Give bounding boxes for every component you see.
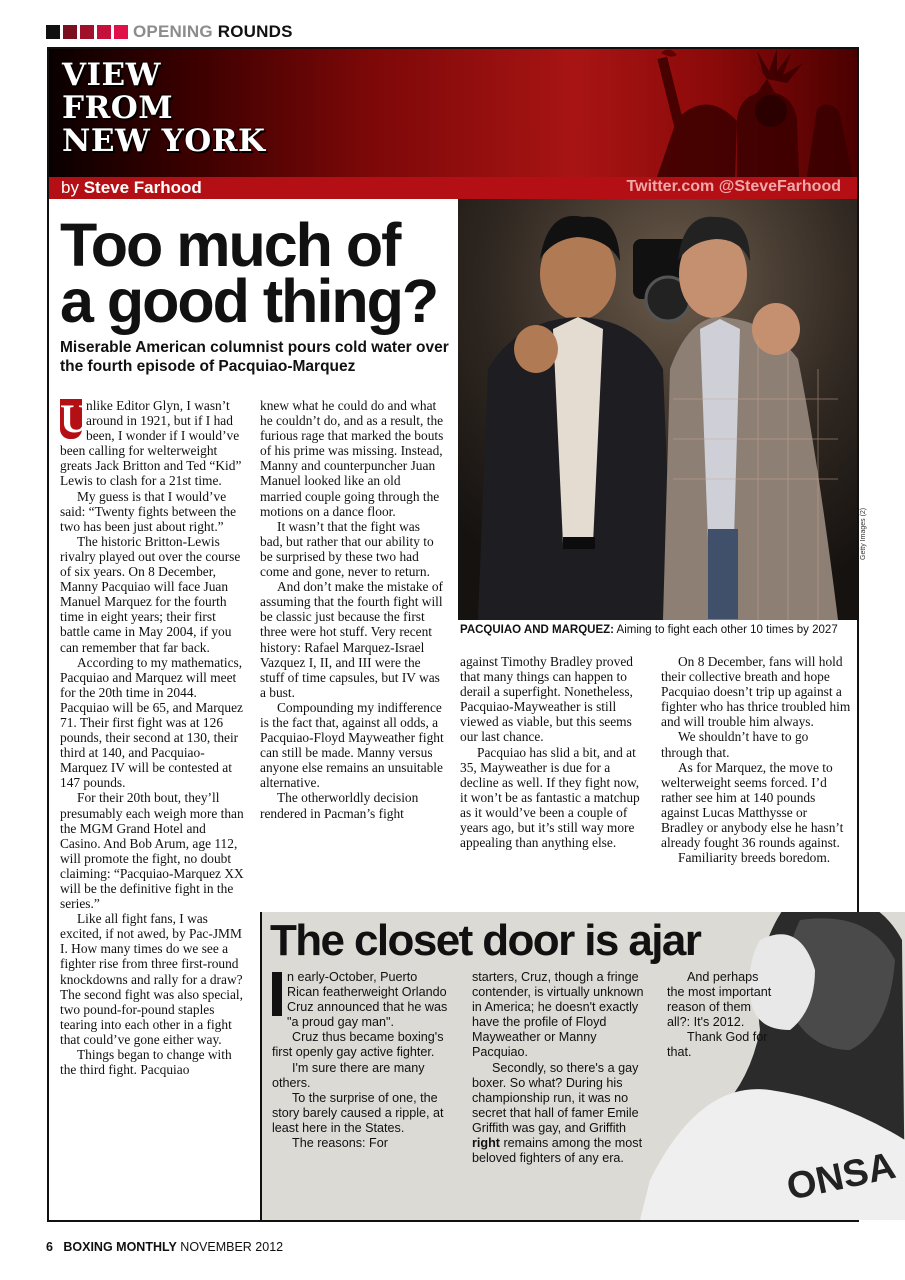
column-banner [49, 49, 857, 177]
sidebar-paragraph: To the surprise of one, the story barely caused a ripple, at least here in the States. [272, 1090, 444, 1135]
sidebar-paragraph: The reasons: For [292, 1136, 388, 1151]
sidebar-paragraph: starters, Cruz, though a fringe contender, is virtually unknown in America; he doesn't exactly have the profile of Floyd Mayweather or Manny Pacquiao. [472, 970, 644, 1060]
section-square [80, 25, 94, 39]
article-paragraph: It wasn’t that the fight was bad, but rather that our ability to be surprised by these two had come and gone, never to return. [260, 518, 434, 580]
emphasis-text: right [472, 1136, 500, 1151]
byline-prefix: by [61, 178, 79, 197]
caption-bold: PACQUIAO AND MARQUEZ: [460, 624, 614, 636]
sidebar-drop-cap [272, 972, 282, 1016]
article-headline [60, 211, 460, 335]
boxers-photo [458, 199, 857, 620]
article-column-4 [661, 654, 851, 865]
article-paragraph [60, 398, 244, 489]
caption-text: Aiming to fight each other 10 times by 2027 [616, 624, 838, 636]
section-label-black: ROUNDS [217, 22, 293, 41]
article-standfirst: Miserable American columnist pours cold water over the fourth episode of Pacquiao-Marquez [60, 339, 449, 375]
sidebar-paragraph: Cruz thus became boxing's first openly gay active fighter. [272, 1030, 444, 1060]
page-footer [46, 1240, 283, 1254]
sidebar-column-2 [472, 970, 648, 1166]
article-paragraph: Pacquiao has slid a bit, and at 35, Mayweather is due for a decline as well. If they fight now, it won’t be as fantastic a matchup as it would’ve been a couple of years ago, but it’s still way more appealing than anything else. [460, 744, 640, 851]
section-square [46, 25, 60, 39]
article-paragraph: For their 20th bout, they’ll presumably each weigh more than the MGM Grand Hotel and Casino. And Bob Arum, age 112, will promote the fight, no doubt claiming: “Pacquiao-Marquez XX will be the definitive fight in the series.” [60, 790, 244, 912]
headline-line: a good thing? [60, 267, 438, 335]
sidebar-column-3 [667, 970, 777, 1061]
article-paragraph: against Timothy Bradley proved that many things can happen to derail a superfight. Nonetheless, Pacquiao-Mayweather is still viewed as viable, but this seems our last chance. [460, 654, 633, 745]
article-paragraph: knew what he could do and what he couldn’t do, and as a result, the furious rage that marked the bouts of his prime was missing. Instead, Manny and counterpuncher Juan Manuel looked like an old married couple going through the motions on a dance floor. [260, 398, 444, 519]
article-paragraph: Compounding my indifference is the fact that, against all odds, a Pacquiao-Floyd Mayweather fight can still be made. Manny versus anyone else remains an unsuitable alternative. [260, 699, 444, 791]
article-paragraph: As for Marquez, the move to welterweight seems forced. I’d rather see him at 140 pounds against Lucas Matthysse or Bradley or anybody else he hasn’t already fought 36 rounds against. [661, 759, 844, 851]
article-paragraph: The otherworldly decision rendered in Pacman’s fight [260, 790, 419, 821]
sidebar-paragraph: And perhaps the most important reason of them all?: It's 2012. [667, 970, 772, 1030]
section-label-grey: OPENING [133, 22, 213, 41]
article-paragraph: Things began to change with the third fight. Pacquiao [60, 1047, 232, 1078]
paragraph-text: remains among the most beloved fighters of any era. [472, 1136, 643, 1166]
photo-caption [460, 624, 856, 636]
article-paragraph: And don’t make the mistake of assuming that the fourth fight will be classic just because the first three were hot stuff. Very recent history: Rafael Marquez-Israel Vazquez I, II, and III were the stuff of time capsules, but IV was a bust. [260, 579, 443, 700]
twitter-handle[interactable]: Twitter.com @SteveFarhood [626, 178, 841, 195]
section-squares [46, 25, 128, 39]
sidebar-divider [260, 912, 262, 1220]
boxers-photo-illustration [458, 199, 857, 620]
article-paragraph: My guess is that I would’ve said: “Twenty fights between the two has been just about right.” [60, 488, 237, 534]
article-column-2 [260, 398, 444, 821]
sidebar-paragraph [272, 970, 448, 1030]
banner-title-line: FROM [62, 90, 174, 126]
headline-line: Too much of [60, 211, 400, 279]
magazine-name: BOXING MONTHLY [63, 1240, 177, 1254]
article-paragraph: Like all fight fans, I was excited, if not awed, by Pac-JMM I. How many times do we see a fighter rise from three first-round knockdowns and rally for a draw? The second fight was also special, two pound-for-pound staples tearing into each other in a fight that could’ve gone either way. [60, 911, 243, 1047]
issue-date: NOVEMBER 2012 [180, 1240, 284, 1254]
sidebar-column-1 [272, 970, 448, 1151]
section-square [63, 25, 77, 39]
article-paragraph: On 8 December, fans will hold their collective breath and hope Pacquiao doesn’t trip up against a fighter who has thrice troubled him and will trouble him always. [661, 654, 851, 730]
paragraph-text: n early-October, Puerto Rican featherweight Orlando Cruz announced that he was "a proud gay man". [287, 970, 448, 1030]
drop-cap: U [60, 396, 89, 441]
sidebar-paragraph: Thank God for that. [667, 1030, 768, 1060]
article-paragraph: Familiarity breeds boredom. [678, 850, 831, 866]
article-paragraph: The historic Britton-Lewis rivalry played out over the course of six years. On 8 December, Manny Pacquiao will face Juan Manuel Marquez for the fourth time in eight years; their first battle came in May 2004, if you can remember that far back. [60, 533, 241, 655]
banner-title [62, 59, 265, 158]
sidebar-paragraph: I'm sure there are many others. [272, 1060, 425, 1090]
banner-title-line: VIEW [62, 57, 161, 93]
byline-bar [49, 177, 857, 199]
article-column-3 [460, 654, 646, 850]
section-square [97, 25, 111, 39]
article-column-1 [60, 398, 244, 1077]
byline-name: Steve Farhood [83, 178, 202, 197]
svg-text:ONSA: ONSA [783, 1144, 900, 1209]
page-number: 6 [46, 1240, 53, 1254]
photo-credit: Getty Images (2) [860, 507, 867, 560]
article-paragraph: We shouldn’t have to go through that. [661, 729, 809, 760]
byline [61, 178, 202, 198]
banner-title-line: NEW YORK [62, 123, 266, 159]
sidebar-headline: The closet door is ajar [270, 916, 701, 965]
sidebar-paragraph [472, 1061, 648, 1167]
article-paragraph: According to my mathematics, Pacquiao and Marquez will meet for the 20th time in 2044. Pacquiao will be 65, and Marquez 71. Their first fight was at 126 pounds, their second at 130, their third at 140, and Pacquiao-Marquez IV will be contested at 147 pounds. [60, 654, 243, 791]
section-label [133, 22, 293, 42]
statue-of-liberty-icon [617, 49, 857, 177]
paragraph-text: Secondly, so there's a gay boxer. So what? During his championship run, it was no secret that hall of famer Emile Griffith was gay, and Griffith [472, 1060, 639, 1135]
paragraph-text: nlike Editor Glyn, I wasn’t around in 1921, but if I had been, I wonder if I would’ve been calling for welterweight greats Jack Britton and Ted “Kid” Lewis to clash for a 21st time. [60, 398, 242, 489]
section-square [114, 25, 128, 39]
